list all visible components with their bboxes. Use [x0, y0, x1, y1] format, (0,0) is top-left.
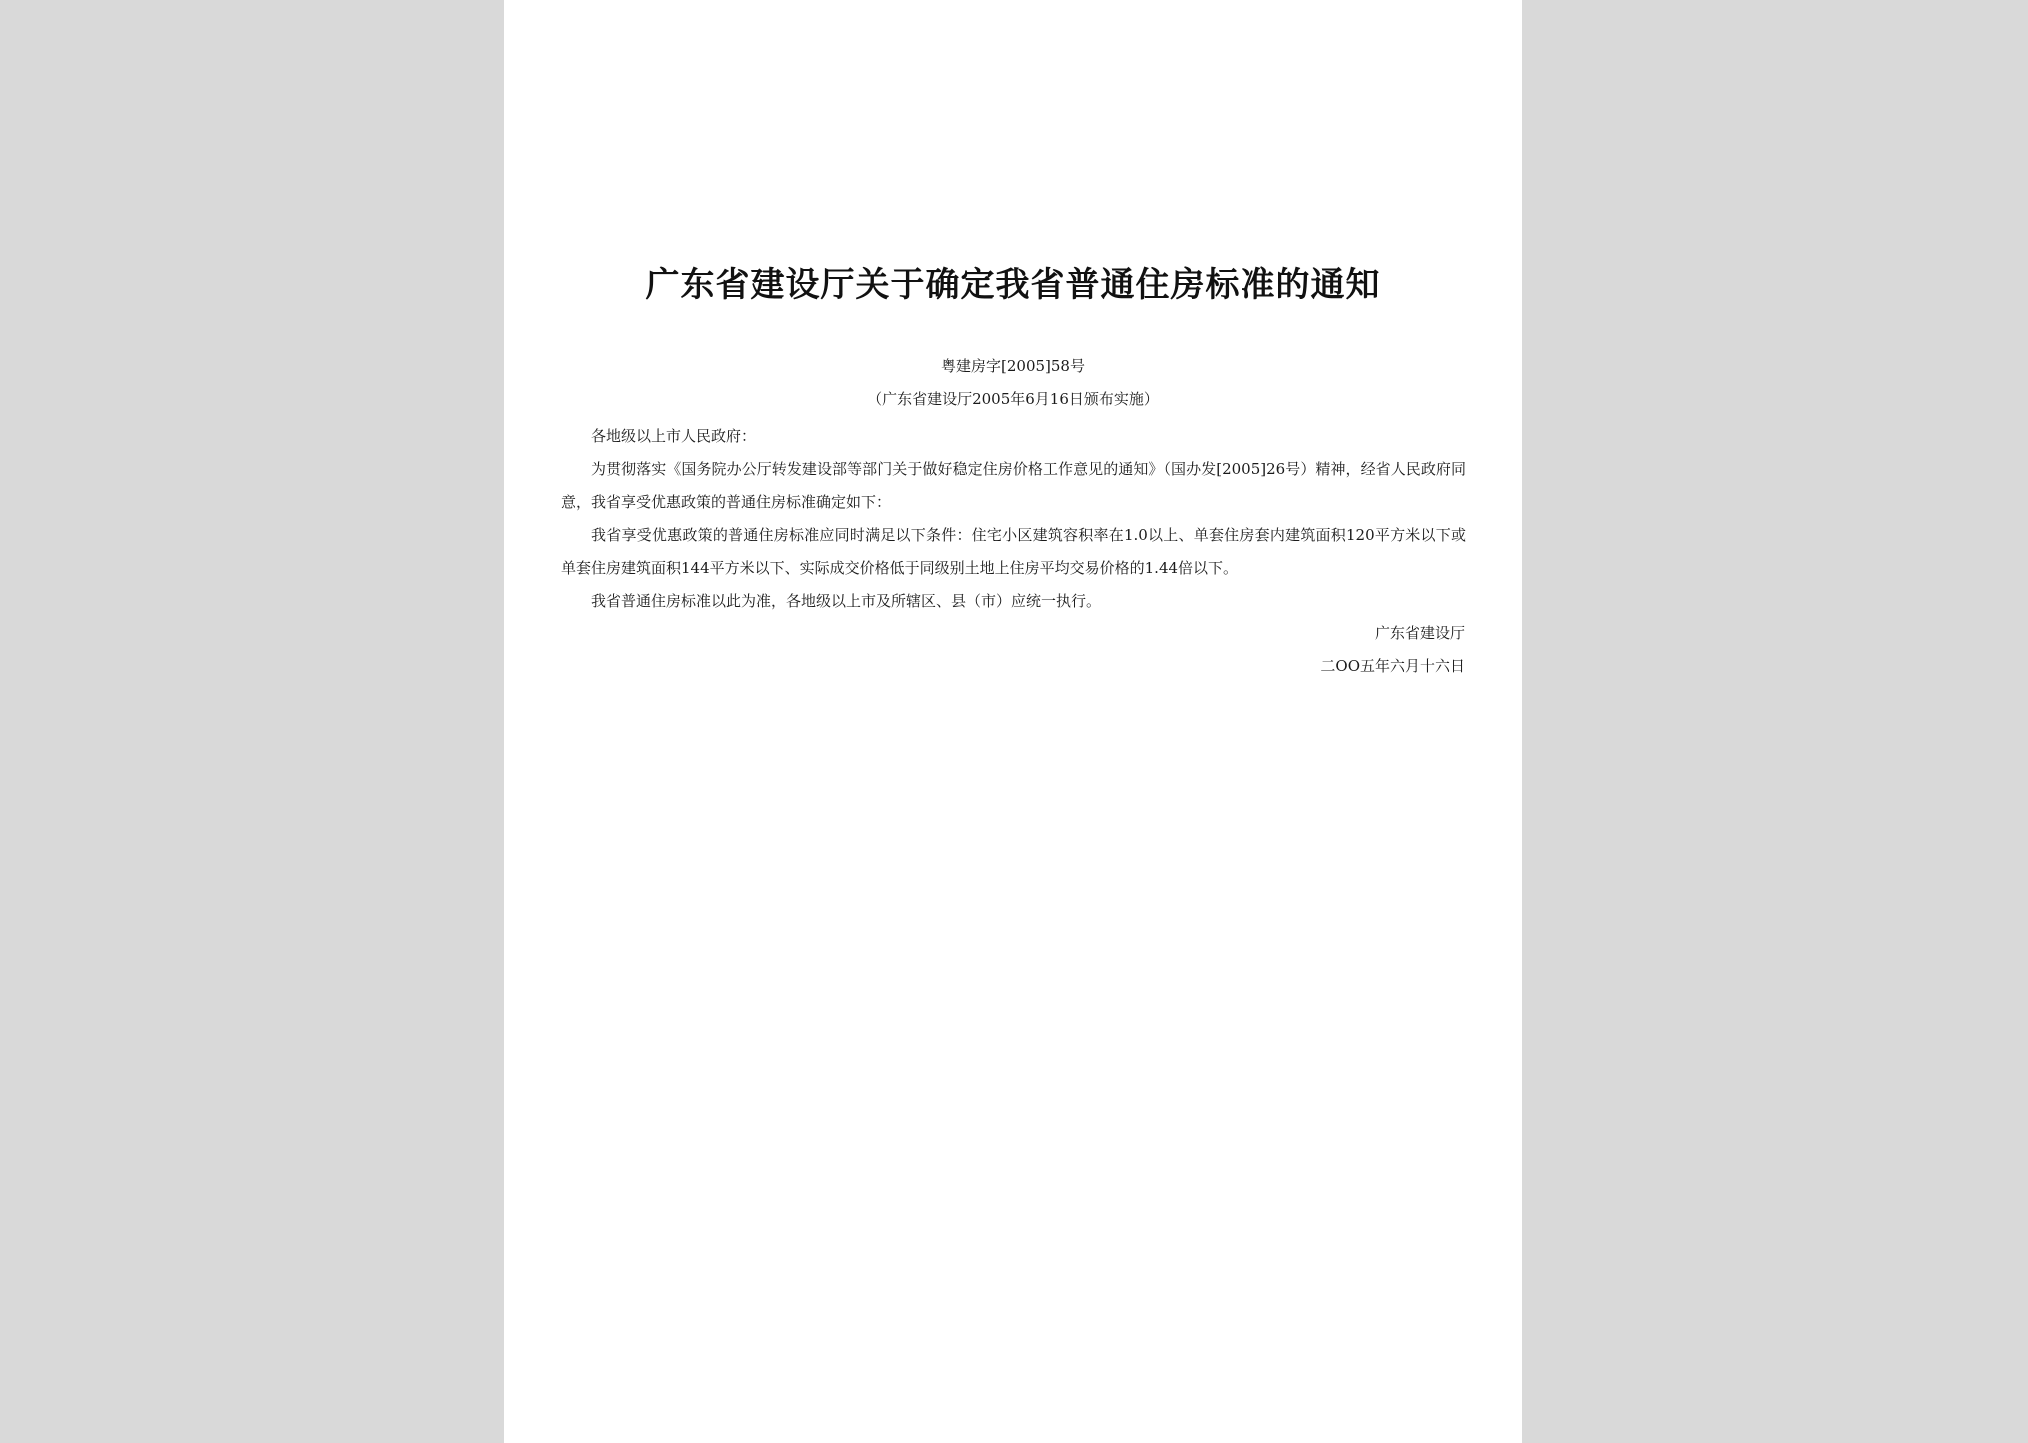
paragraph-2: 我省享受优惠政策的普通住房标准应同时满足以下条件：住宅小区建筑容积率在1.0以上、单套住房套内建筑面积120平方米以下或单套住房建筑面积144平方米以下、实际成交价格低于同级别土地上住房平均交易价格的1.44倍以下。 — [561, 526, 1466, 577]
document-page — [504, 0, 1522, 1443]
issue-note: （广东省建设厅2005年6月16日颁布实施） — [867, 390, 1159, 408]
salutation: 各地级以上市人民政府： — [591, 427, 757, 445]
document-body — [561, 420, 1466, 618]
signature-block — [1320, 617, 1465, 683]
paragraph-3: 我省普通住房标准以此为准，各地级以上市及所辖区、县（市）应统一执行。 — [591, 592, 1102, 610]
paragraph-1: 为贯彻落实《国务院办公厅转发建设部等部门关于做好稳定住房价格工作意见的通知》（国办发[2005]26号）精神，经省人民政府同意，我省享受优惠政策的普通住房标准确定如下： — [561, 460, 1466, 511]
document-title: 广东省建设厅关于确定我省普通住房标准的通知 — [645, 265, 1381, 305]
document-number: 粤建房字[2005]58号 — [941, 357, 1085, 375]
issuer: 广东省建设厅 — [1374, 624, 1465, 642]
issue-date: 二OO五年六月十六日 — [1320, 657, 1465, 675]
